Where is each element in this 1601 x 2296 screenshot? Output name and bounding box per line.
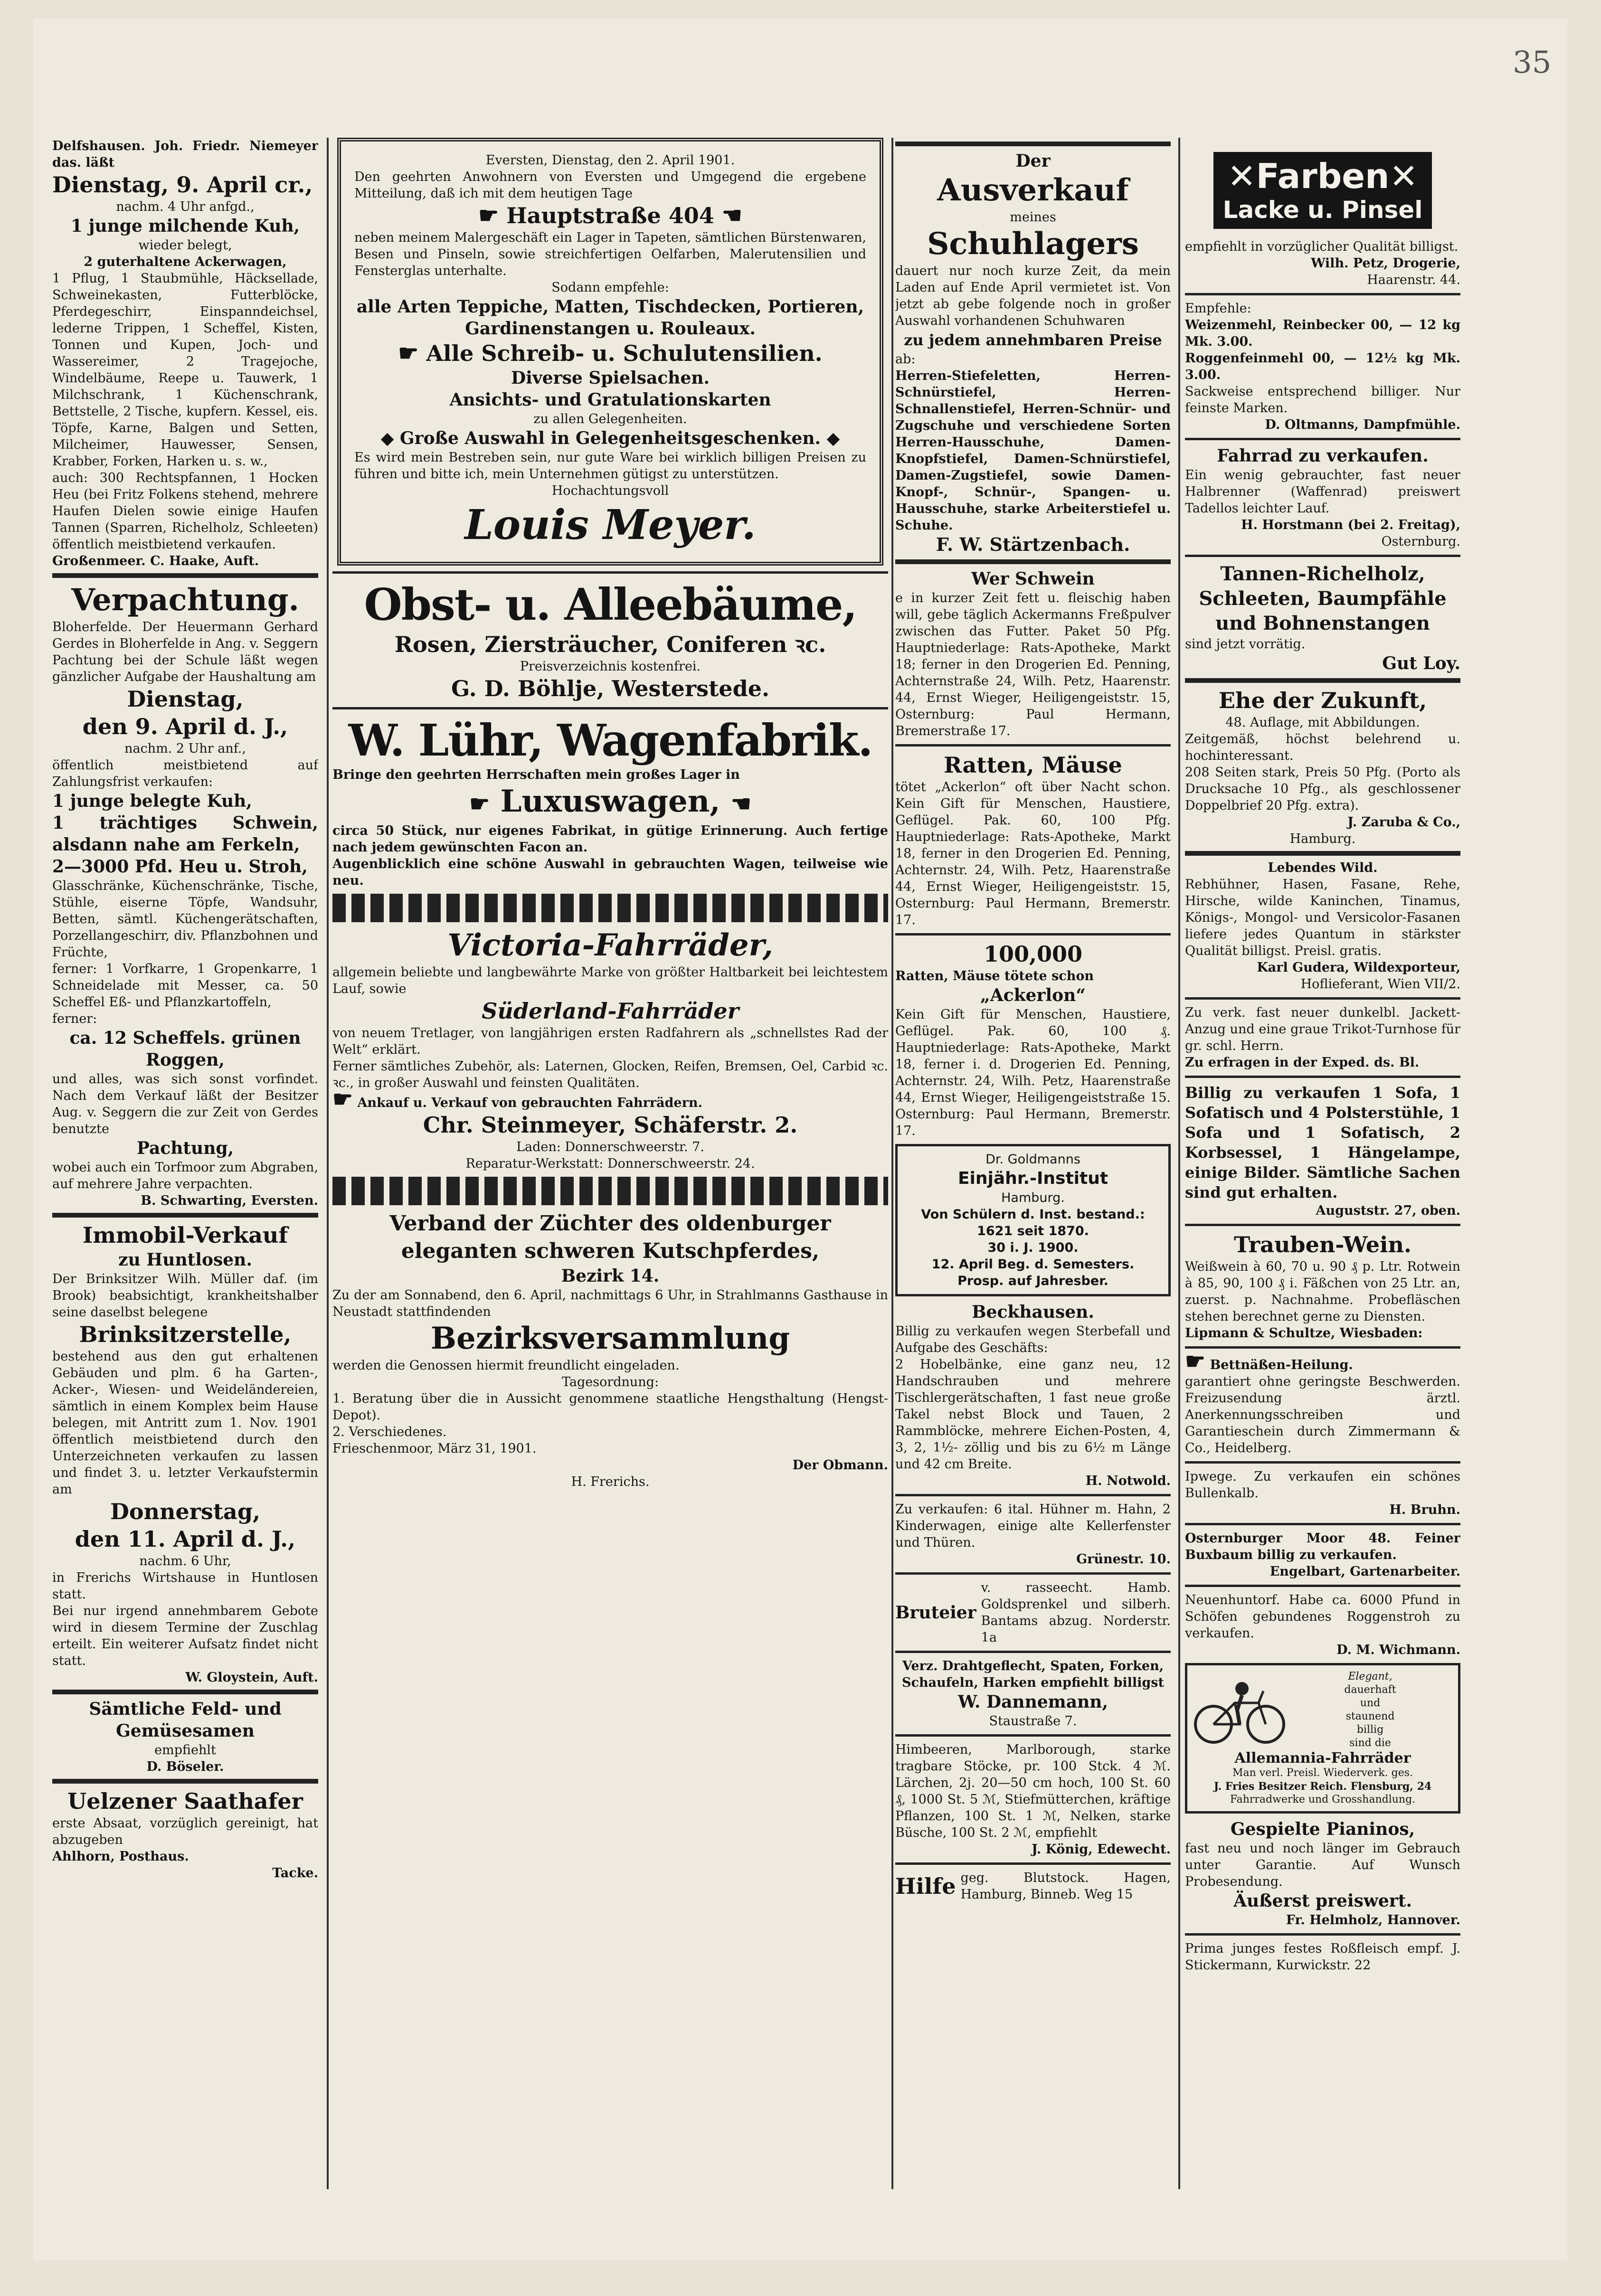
ad-text: zu allen Gelegenheiten. [533, 412, 687, 426]
ad-heading: Brinksitzerstelle, [79, 1322, 292, 1347]
divider [1185, 438, 1460, 440]
ad-signature: F. W. Stärtzenbach. [936, 534, 1130, 555]
logo-text: Lacke u. Pinsel [1222, 196, 1423, 224]
ad-text: billig [1356, 1724, 1384, 1736]
divider [1185, 1076, 1460, 1078]
ad-text: auch: 300 Rechtspfannen, 1 Hocken Heu (bei Fritz Folkens stehend, mehrere Haufen Dielen sowie einige Haufen Tannen (Sparren, Richelholz, Schleeten) öffentlich meistbietend verkaufen. [52, 471, 318, 552]
ad-text: Staustraße 7. [989, 1714, 1077, 1729]
pointing-hand-icon: ☛ [469, 791, 490, 817]
ad-text: Neuenhuntorf. Habe ca. 6000 Pfund in Schöfen gebundenes Roggenstroh zu verkaufen. [1185, 1593, 1460, 1641]
ad-text: 2 Hobelbänke, eine ganz neu, 12 Handschrauben und mehrere Tischlergerätschaften, 1 fast neue große Takel nebst Block und Tauen, 2 Rammblöcke, mehrere Eichen-Posten, 4, 3, 2, 1½- zöllig und bis zu 6½ m Länge und 42 cm Breite. [895, 1357, 1171, 1472]
ad-text [332, 1086, 888, 1113]
ad-text: Von Schülern d. Inst. bestand.: [921, 1207, 1145, 1222]
ad-saathafer [52, 1787, 318, 1881]
ad-sofa [1185, 1083, 1460, 1219]
ad-text: von neuem Tretlager, von langjährigen ersten Radfahrern als „schnellstes Rad der Welt“ erklärt. [332, 1026, 888, 1057]
ad-text: sind jetzt vorrätig. [1185, 637, 1306, 652]
column-1 [52, 138, 318, 2194]
divider [52, 1690, 318, 1694]
ad-signature: Fr. Helmholz, Hannover. [1286, 1913, 1460, 1928]
divider [52, 1779, 318, 1784]
divider [332, 571, 888, 574]
ad-signature: H. Notwold. [1085, 1474, 1171, 1488]
ad-text: wieder belegt, [138, 238, 232, 253]
divider [1185, 1933, 1460, 1936]
ad-text: allgemein beliebte und langbewährte Marke von größter Haltbarkeit bei leichtestem Lauf, sowie [332, 965, 888, 996]
brush-cross-icon: ✕ [1389, 156, 1418, 196]
ad-text: Den geehrten Anwohnern von Eversten und Umgegend die ergebene Mitteilung, daß ich mit dem heutigen Tage [354, 170, 866, 201]
ad-text: ab: [895, 352, 916, 367]
ad-text: öffentlich meistbietend auf Zahlungsfrist verkaufen: [52, 758, 318, 789]
ad-heading [1185, 1348, 1460, 1375]
divider [1185, 555, 1460, 557]
ad-signature: Wilh. Petz, Drogerie, [1311, 256, 1460, 271]
ad-signature: Lipmann & Schultze, Wiesbaden: [1185, 1326, 1423, 1341]
ad-heading: Victoria-Fahrräder, [447, 927, 773, 963]
ad-signature: G. D. Böhlje, Westerstede. [451, 676, 770, 701]
ad-signature: B. Schwarting, Eversten. [141, 1193, 318, 1208]
divider [895, 1572, 1171, 1575]
ad-text: Reparatur-Werkstatt: Donnerschweerstr. 24. [465, 1156, 755, 1171]
ad-text: Hoflieferant, Wien VII/2. [1300, 977, 1460, 992]
ad-text: dauerhaft [1344, 1684, 1396, 1696]
ad-signature: D. M. Wichmann. [1336, 1643, 1460, 1657]
ad-auction-delfshausen [52, 138, 318, 569]
pointing-hand-icon: ☛ [1185, 1348, 1206, 1375]
ad-heading: Hilfe [895, 1873, 956, 1899]
ad-text: 48. Auflage, mit Abbildungen. [1225, 715, 1420, 730]
divider [895, 933, 1171, 935]
ad-signature: H. Bruhn. [1389, 1502, 1460, 1517]
divider [895, 1862, 1171, 1865]
ad-text: fast neu und noch länger im Gebrauch unter Garantie. Auf Wunsch Probesendung. [1185, 1841, 1460, 1889]
ad-text: garantiert ohne geringste Beschwerden. Freizusendung ärztl. Anerkennungsschreiben und Garantieschein durch Zimmermann & Co., Heidelberg. [1185, 1374, 1460, 1455]
ad-item [332, 783, 888, 822]
bike-slogan [1287, 1670, 1453, 1750]
column-rule [1178, 138, 1180, 2189]
bike-row [1192, 1670, 1453, 1750]
ad-text: nachm. 6 Uhr, [139, 1554, 231, 1568]
ad-heading: zu Huntlosen. [118, 1250, 252, 1270]
ad-text: 12. April Beg. d. Semesters. [931, 1257, 1135, 1272]
ad-text: Haarenstr. 44. [1367, 273, 1460, 287]
ad-heading: Obst- u. Alleebäume, [364, 579, 857, 630]
ad-item: Diverse Spielsachen. [511, 368, 710, 388]
divider [1185, 293, 1460, 295]
ad-signature: J. König, Edewecht. [1032, 1842, 1171, 1857]
pointing-hand-icon: ☛ [332, 1086, 353, 1113]
divider [895, 1494, 1171, 1496]
ad-text: Ipwege. Zu verkaufen ein schönes Bullenkalb. [1185, 1469, 1460, 1501]
ad-text: in Frerichs Wirtshause in Huntlosen statt. [52, 1570, 318, 1602]
divider [52, 1213, 318, 1218]
divider [332, 707, 888, 709]
ad-text: Empfehle: [1185, 301, 1251, 316]
ad-signature: D. Böseler. [146, 1759, 224, 1774]
page-number: 35 [1513, 45, 1552, 80]
ad-petz [1185, 238, 1460, 288]
ad-text: und alles, was sich sonst vorfindet. Nach dem Verkauf läßt der Besitzer Aug. v. Seggern die zur Zeit von Gerdes benutzte [52, 1072, 318, 1136]
divider [52, 573, 318, 578]
ad-ehe [1185, 687, 1460, 847]
ad-text: 208 Seiten stark, Preis 50 Pfg. (Porto als Drucksache 10 Pfg., als geschlossener Doppelbrief 20 Pfg. extra). [1185, 765, 1460, 813]
pointing-hand-icon: ☚ [730, 791, 751, 817]
ad-text: Billig zu verkaufen 1 Sofa, 1 Sofatisch und 4 Polsterstühle, 1 Sofa und 1 Sofatisch, 2 Korbsessel, 1 Hängelampe, einige Bilder. Sämtliche Sachen sind gut erhalten. [1185, 1084, 1460, 1201]
ad-text: Es wird mein Bestreben sein, nur gute Ware bei wirklich billigen Preisen zu führen und bitte ich, mein Unternehmen gütigst zu unterstützen. [354, 450, 866, 482]
ad-ratten [895, 751, 1171, 928]
ad-signature: Engelbart, Gartenarbeiter. [1269, 1564, 1460, 1579]
ad-text: Rebhühner, Hasen, Fasane, Rehe, Hirsche, wilde Kaninchen, Tinamus, Königs-, Mongol- und Versicolor-Fasanen liefere jedes Quantum in stärkster Qualität billigst. Preisl. gratis. [1185, 877, 1460, 958]
ad-heading: Der [1015, 151, 1051, 171]
ad-signature: H. Horstmann (bei 2. Freitag), [1241, 518, 1460, 532]
ad-text: empfiehlt in vorzüglicher Qualität billigst. [1185, 239, 1459, 254]
ad-text: Kein Gift für Menschen, Haustiere, Geflügel. Pak. 60, 100 ₰. Hauptniederlage: Rats-Apotheke, Markt 18, ferner i. d. Drogerien Ed. Penning, Achternstr. 24, Wilh. Petz, Haarenstraße 44, Ernst Wieger, Heiligengeiststraße 15. Osternburg: Paul Hermann, Bremerstr. 17. [895, 1007, 1171, 1138]
agenda-item: 1. Beratung über die in Aussicht genommene staatliche Hengsthaltung (Hengst-Depot). [332, 1391, 888, 1423]
ad-text: Preisverzeichnis kostenfrei. [520, 659, 701, 674]
ad-heading: Fahrrad zu verkaufen. [1217, 446, 1429, 466]
ad-heading: 100,000 [983, 941, 1083, 967]
ad-brand: „Ackerlon“ [980, 985, 1086, 1005]
ad-address [354, 202, 866, 229]
ad-text: neben meinem Malergeschäft ein Lager in Tapeten, sämtlichen Bürstenwaren, Besen und Pinseln, sowie streichfertigen Oelfarben, Malerutensilien und Fensterglas unterhalte. [354, 230, 866, 278]
ad-heading: Uelzener Saathafer [67, 1788, 303, 1814]
ad-text: empfiehlt [154, 1743, 216, 1757]
ad-text: circa 50 Stück, nur eigenes Fabrikat, in gütige Erinnerung. Auch fertige nach jedem gewünschten Facon an. [332, 823, 888, 855]
divider [1185, 1346, 1460, 1349]
bicycle-illustration [1192, 1674, 1287, 1746]
ad-item: Ansichts- und Gratulationskarten [449, 390, 771, 410]
ad-roggenstroh [1185, 1592, 1460, 1658]
ad-text: Ferner sämtliches Zubehör, als: Laternen, Glocken, Reifen, Bremsen, Oel, Carbid ꝛc. ꝛc., in großer Auswahl und feinsten Qualitäten. [332, 1059, 888, 1090]
ad-jackett [1185, 1004, 1460, 1071]
ad-fahrrad [1185, 445, 1460, 550]
ad-date: Dienstag, 9. April cr., [52, 172, 313, 198]
ad-text: Zu verk. fast neuer dunkelbl. Jackett-Anzug und eine graue Trikot-Turnhose für gr. schl. Herrn. [1185, 1005, 1460, 1053]
ad-text: Osternburger Moor 48. Feiner Buxbaum billig zu verkaufen. [1185, 1531, 1460, 1562]
ad-text: tötet „Ackerlon“ oft über Nacht schon. Kein Gift für Menschen, Haustiere, Geflügel. Pak. 60, 100 Pfg. Hauptniederlage: Rats-Apotheke, Markt 18, ferner in den Drogerien Ed. Penning, Achternstr. 24, Wilh. Petz, Haarenstraße 44, Ernst Wieger, Heiligengeiststr. 15, Osternburg: Paul Hermann, Bremerstr. 17. [895, 780, 1171, 927]
ad-heading: Tannen-Richelholz, Schleeten, Baumpfähle und Bohnenstangen [1199, 563, 1447, 634]
ad-text: ferner: [52, 1011, 97, 1026]
ad-heading: Ehe der Zukunft, [1218, 688, 1427, 713]
ad-text: Bloherfelde. Der Heuermann Gerhard Gerdes in Bloherfelde in Ang. v. Seggern Pachtung bei der Schule läßt wegen gänzlicher Aufgabe der Haushaltung am [52, 620, 318, 684]
ad-schwein [895, 568, 1171, 739]
ad-date: Donnerstag, [110, 1499, 261, 1524]
divider [1185, 851, 1460, 856]
column-2 [332, 138, 888, 2194]
ad-text: Tagesordnung: [561, 1375, 659, 1389]
ad-text: 30 i. J. 1900. [987, 1240, 1079, 1255]
ad-signature: J. Zaruba & Co., [1347, 815, 1460, 830]
ad-signature: J. Fries Besitzer Reich. Flensburg, 24 [1213, 1780, 1432, 1793]
ad-text: Man verl. Preisl. Wiederverk. ges. [1232, 1767, 1413, 1779]
ad-text: Zu der am Sonnabend, den 6. April, nachmittags 6 Uhr, in Strahlmanns Gasthause in Neustadt stattfindenden [332, 1288, 888, 1319]
ad-allemannia [1185, 1663, 1460, 1814]
column-rule [327, 138, 329, 2189]
ad-signature: Chr. Steinmeyer, Schäferstr. 2. [423, 1112, 798, 1138]
ad-steinmeyer [332, 927, 888, 1172]
ad-hilfe [895, 1870, 1171, 1903]
ad-heading: Trauben-Wein. [1234, 1232, 1412, 1257]
ad-luhr [332, 714, 888, 889]
ad-heading: Schuhlagers [927, 226, 1139, 262]
pointing-hand-icon: ☚ [721, 202, 742, 229]
ad-text: Frieschenmoor, März 31, 1901. [332, 1441, 537, 1456]
ad-date: den 9. April d. J., [82, 714, 288, 739]
ad-rossfleisch [1185, 1940, 1460, 1974]
ad-signature: Der Obmann. [792, 1458, 888, 1473]
ad-subheading: Rosen, Ziersträucher, Coniferen ꝛc. [394, 632, 826, 657]
ad-text: Laden: Donnerschweerstr. 7. [516, 1140, 704, 1154]
ad-heading: Beckhausen. [972, 1302, 1094, 1322]
ad-bettnaessen [1185, 1348, 1460, 1456]
ad-signature: Grünestr. 10. [1076, 1552, 1171, 1567]
ad-text: wobei auch ein Torfmoor zum Abgraben, auf mehrere Jahre verpachten. [52, 1160, 318, 1191]
ad-text: Prima junges festes Roßfleisch empf. J. Stickermann, Kurwickstr. 22 [1185, 1941, 1460, 1973]
logo-text: Farben [1256, 156, 1390, 196]
ad-text: Bei nur irgend annehmbarem Gebote wird in diesem Termine der Zuschlag erteilt. Ein weiterer Aufsatz findet nicht statt. [52, 1604, 318, 1668]
ad-signature: Zu erfragen in der Exped. ds. Bl. [1185, 1055, 1420, 1070]
ad-date: den 11. April d. J., [75, 1526, 296, 1552]
divider [1185, 678, 1460, 683]
ad-verpachtung [52, 582, 318, 1209]
ad-signature: Tacke. [272, 1866, 318, 1880]
ad-item-text: Luxuswagen, [500, 784, 720, 819]
ad-text: Sackweise entsprechend billiger. Nur feinste Marken. [1185, 384, 1460, 416]
ad-text: ferner: 1 Vorfkarre, 1 Gropenkarre, 1 Schneidelade mit Messer, ca. 50 Scheffel Eß- und Pflanzkartoffeln, [52, 962, 318, 1010]
ad-heading: Pachtung, [136, 1138, 234, 1158]
ad-text: Elegant, [1348, 1671, 1393, 1682]
ad-institut [895, 1144, 1171, 1296]
ad-text: Verz. Drahtgeflecht, Spaten, Forken, Schaufeln, Harken empfiehlt billigst [902, 1659, 1164, 1690]
ad-item: 1 junge milchende Kuh, [70, 216, 300, 236]
divider [1185, 997, 1460, 1000]
ad-text: Weizenmehl, Reinbecker 00, — 12 kg Mk. 3.00. [1185, 318, 1460, 349]
ad-text: meines [1010, 210, 1056, 225]
ad-heading: Ratten, Mäuse [944, 752, 1122, 778]
ad-pianinos [1185, 1818, 1460, 1928]
ad-heading: Einjähr.-Institut [957, 1169, 1108, 1188]
ornament-banner [332, 894, 888, 922]
ad-text: Bringe den geehrten Herrschaften mein großes Lager in [332, 767, 740, 782]
address-text: Hauptstraße 404 [506, 203, 714, 228]
ad-item: 2 guterhaltene Ackerwagen, [84, 255, 287, 269]
ad-wild [1185, 860, 1460, 992]
ad-text: Billig zu verkaufen wegen Sterbefall und Aufgabe des Geschäfts: [895, 1324, 1171, 1355]
ad-bohlje [332, 578, 888, 702]
ad-dannemann [895, 1658, 1171, 1729]
ad-text: nachm. 4 Uhr anfgd., [116, 199, 255, 214]
ad-text: Glasschränke, Küchenschränke, Tische, Stühle, eiserne Töpfe, Wandsuhr, Betten, sämtl. Küchengerätschaften, Porzellangeschirr, div. Pflanzbohnen und Früchte, [52, 879, 318, 960]
ad-ipwege [1185, 1468, 1460, 1518]
ad-bruteier [895, 1579, 1171, 1646]
ad-heading: Bezirksversammlung [430, 1321, 790, 1356]
ad-heading: Äußerst preiswert. [1233, 1891, 1412, 1911]
ad-text: dauert nur noch kurze Zeit, da mein Laden auf Ende April vermietet ist. Von jetzt ab gebe folgende noch in großer Auswahl vorhandenen Schuhwaren [895, 264, 1171, 328]
ad-signature: W. Gloystein, Auft. [185, 1670, 318, 1685]
ad-text: v. rasseecht. Hamb. Goldsprenkel und silberh. Bantams abzug. Norderstr. 1a [981, 1580, 1171, 1645]
ad-brand: Allemannia-Fahrräder [1234, 1750, 1411, 1767]
ad-text: werden die Genossen hiermit freundlicht eingeladen. [332, 1358, 680, 1373]
ad-text: 1621 seit 1870. [977, 1224, 1089, 1238]
ad-text: geg. Blutstock. Hagen, Hamburg, Binneb. Weg 15 [960, 1871, 1171, 1902]
ad-signature: Louis Meyer. [464, 501, 756, 549]
ad-heading: Verpachtung. [71, 582, 299, 618]
ad-signature: Gut Loy. [1382, 653, 1460, 673]
ad-text: nachm. 2 Uhr anf., [124, 741, 246, 756]
ad-item: ◆ Große Auswahl in Gelegenheitsgeschenken. ◆ [380, 428, 840, 448]
divider [895, 559, 1171, 564]
ad-heading-text: Bettnäßen-Heilung. [1210, 1358, 1353, 1372]
column-rule [891, 138, 893, 2189]
ad-heading: Immobil-Verkauf [82, 1222, 288, 1248]
brush-cross-icon: ✕ [1227, 156, 1256, 196]
ad-gut-loy [1185, 562, 1460, 674]
ad-item: 1 trächtiges Schwein, alsdann nahe am Ferkeln, [52, 813, 318, 855]
ad-text: Ein wenig gebrauchter, fast neuer Halbrenner (Waffenrad) preiswert Tadellos leichter Lauf. [1185, 468, 1460, 516]
ad-traubenwein [1185, 1231, 1460, 1342]
ad-heading: W. Lühr, Wagenfabrik. [348, 715, 872, 766]
ad-heading: Ausverkauf [937, 172, 1129, 208]
ad-startzenbach [895, 150, 1171, 556]
ad-text: Sodann empfehle: [551, 280, 669, 295]
divider [1185, 1523, 1460, 1525]
ad-text: Der Brinksitzer Wilh. Müller daf. (im Brook) beabsichtigt, krankheitshalber seine daselbst belegene [52, 1272, 318, 1320]
ad-heading: Wer Schwein [971, 569, 1095, 589]
ad-text: Hochachtungsvoll [551, 483, 669, 498]
ad-subheading: Bezirk 14. [561, 1266, 660, 1286]
ad-louis-meyer [337, 138, 883, 566]
divider [895, 1734, 1171, 1737]
ad-text: Delfshausen. Joh. Friedr. Niemeyer das. läßt [52, 139, 318, 170]
ad-subheading: zu jedem annehmbaren Preise [904, 331, 1162, 349]
ad-koenig [895, 1741, 1171, 1858]
ad-text: Zu verkaufen: 6 ital. Hühner m. Hahn, 2 Kinderwagen, einige alte Kellerfenster und Thüren. [895, 1502, 1171, 1550]
ad-verband [332, 1210, 888, 1490]
divider [1185, 1585, 1460, 1587]
ad-text: Hamburg. [1001, 1191, 1065, 1205]
divider [895, 142, 1171, 146]
ad-signature: W. Dannemann, [958, 1692, 1108, 1712]
ad-heading: Gespielte Pianinos, [1230, 1819, 1415, 1839]
ad-buxbaum [1185, 1530, 1460, 1580]
ad-heading: Verband der Züchter des oldenburger eleganten schweren Kutschpferdes, [389, 1211, 831, 1263]
ad-text: Fahrradwerke und Grosshandlung. [1230, 1794, 1416, 1805]
ad-text: staunend [1345, 1710, 1395, 1722]
ornament-banner [332, 1177, 888, 1205]
ad-text: 1 Pflug, 1 Staubmühle, Häcksellade, Schweinekasten, Futterblöcke, Pferdegeschirr, Einspanndeichsel, lederne Trippen, 1 Scheffel, Kisten, Tonnen und Kupen, Joch- und Wassereimer, 2 Tragejoche, Windelbäume, Reepe u. Tauwerk, 1 Milchschrank, 1 Küchenschrank, Bettstelle, 2 Tische, kupfern. Kessel, eis. Töpfe, Karne, Balgen und Setten, Milcheimer, Hauwesser, Sensen, Krabber, Forken, Harken u. s. w., [52, 271, 318, 469]
ad-signature: Auguststr. 27, oben. [1316, 1203, 1460, 1218]
divider [1185, 1224, 1460, 1226]
ad-heading: Lebendes Wild. [1268, 860, 1378, 875]
ad-heading: Süderland-Fahrräder [482, 998, 739, 1024]
ad-item: alle Arten Teppiche, Matten, Tischdecken, Portieren, Gardinenstangen u. Rouleaux. [356, 297, 864, 339]
ad-text: Dr. Goldmanns [985, 1152, 1080, 1167]
ad-signature: Großenmeer. C. Haake, Auft. [52, 554, 259, 568]
ad-text: sind die [1349, 1737, 1391, 1749]
ad-signature: D. Oltmanns, Dampfmühle. [1265, 417, 1460, 432]
ad-date: Dienstag, [127, 686, 244, 712]
column-3 [895, 138, 1171, 2194]
ad-beckhausen [895, 1301, 1171, 1489]
farben-logo [1213, 152, 1432, 229]
agenda-item: 2. Verschiedenes. [332, 1425, 447, 1439]
ad-text: Roggenfeinmehl 00, — 12½ kg Mk. 3.00. [1185, 351, 1460, 382]
ad-text: Weißwein à 60, 70 u. 90 ₰ p. Ltr. Rotwein à 85, 90, 100 ₰ i. Fäßchen von 25 Ltr. an, zuerst. p. Nachnahme. Probefläschen stehen berechnet gerne zu Diensten. [1185, 1259, 1460, 1324]
ad-text-span: Ankauf u. Verkauf von gebrauchten Fahrrädern. [357, 1096, 702, 1110]
ad-text: Augenblicklich eine schöne Auswahl in gebrauchten Wagen, teilweise wie neu. [332, 857, 888, 888]
divider [895, 1651, 1171, 1653]
ad-item-text: Alle Schreib- u. Schulutensilien. [426, 340, 823, 366]
ad-item [354, 340, 866, 367]
logo-line [1213, 157, 1432, 196]
ad-oltmanns [1185, 300, 1460, 433]
ad-immobil-verkauf [52, 1221, 318, 1686]
ad-text: Osternburg. [1381, 534, 1460, 549]
ad-seeds [52, 1698, 318, 1775]
ad-heading: Sämtliche Feld- und Gemüsesamen [89, 1699, 282, 1741]
ad-heading: Bruteier [895, 1603, 976, 1623]
ad-item: 2—3000 Pfd. Heu u. Stroh, [52, 857, 308, 877]
divider [895, 744, 1171, 746]
ad-text: Eversten, Dienstag, den 2. April 1901. [485, 153, 735, 168]
pointing-hand-icon: ☛ [478, 202, 499, 229]
ad-text: Hamburg. [1289, 831, 1356, 846]
ad-text: Prosp. auf Jahresber. [957, 1274, 1108, 1288]
ad-text: e in kurzer Zeit fett u. fleischig haben will, gebe täglich Ackermanns Freßpulver zwischen das Futter. Paket 50 Pfg. Hauptniederlage: Rats-Apotheke, Markt 18; ferner in den Drogerien Ed. Penning, Achternstraße 24, Wilh. Petz, Haarenstr. 44, Ernst Wieger, Heiligengeiststr. 15, Osternburg: Paul Hermann, Bremerstraße 17. [895, 591, 1171, 738]
pointing-hand-icon: ☛ [398, 340, 419, 367]
ad-item: 1 junge belegte Kuh, [52, 791, 252, 811]
ad-huehner [895, 1501, 1171, 1568]
ad-text: Herren-Stiefeletten, Herren-Schnürstiefel, Herren-Schnallenstiefel, Herren-Schnür- und Zugschuhe und verschiedene Sorten Herren-Hausschuhe, Damen-Knopfstiefel, Damen-Schnürstiefel, Damen-Zugstiefel, sowie Damen-Knopf-, Schnür-, Spangen- u. Hausschuhe, starke Arbeiterstiefel u. Schuhe. [895, 368, 1171, 533]
ad-text: Ratten, Mäuse tötete schon [895, 969, 1094, 983]
ad-text: und [1360, 1697, 1381, 1709]
ad-ackerlon [895, 940, 1171, 1139]
divider [1185, 1461, 1460, 1464]
ad-text: erste Absaat, vorzüglich gereinigt, hat abzugeben [52, 1816, 318, 1847]
column-4 [1185, 138, 1460, 2194]
ad-signature: Ahlhorn, Posthaus. [52, 1849, 189, 1864]
ad-text: Zeitgemäß, höchst belehrend u. hochinteressant. [1185, 732, 1460, 763]
ad-text: Himbeeren, Marlborough, starke tragbare Stöcke, pr. 100 Stck. 4 ℳ. Lärchen, 2j. 20—50 cm hoch, 100 St. 60 ₰, 1000 St. 5 ℳ, Stiefmütterchen, kräftige Pflanzen, 100 St. 1 ℳ, Nelken, starke Büsche, 100 St. 2 ℳ, empfiehlt [895, 1742, 1171, 1840]
ad-item: ca. 12 Scheffels. grünen Roggen, [69, 1028, 301, 1070]
ad-text: bestehend aus den gut erhaltenen Gebäuden und plm. 6 ha Garten-, Acker-, Wiesen- und Weideländereien, sämtlich in einem Komplex beim Hause belegen, mit Antritt zum 1. Nov. 1901 öffentlich meistbietend durch den Unterzeichneten verkaufen zu lassen und findet 3. u. letzter Verkaufstermin am [52, 1349, 318, 1497]
ad-signature: Karl Gudera, Wildexporteur, [1257, 960, 1460, 975]
ad-signature: H. Frerichs. [571, 1474, 650, 1489]
